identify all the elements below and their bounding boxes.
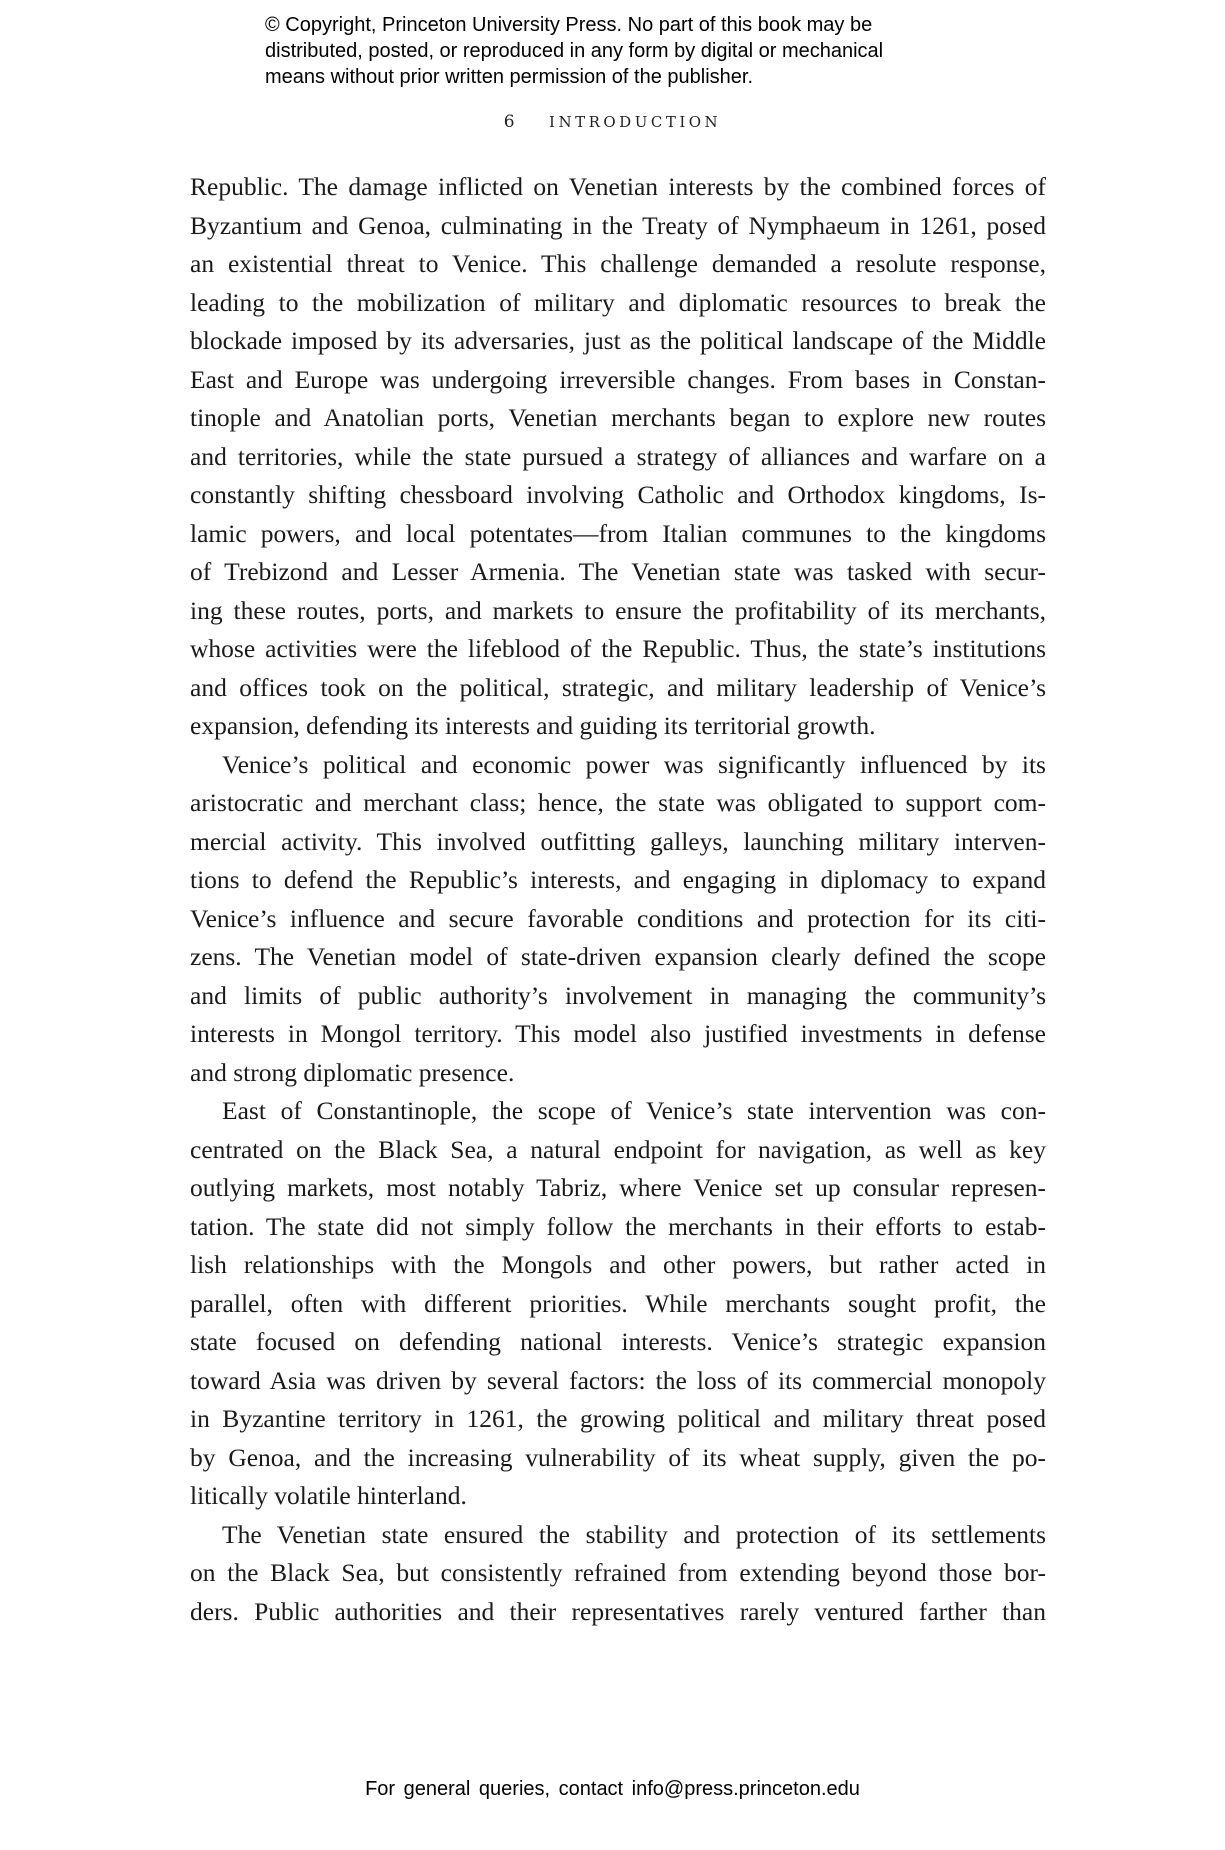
text-line: on the Black Sea, but consistently refrained from extending beyond those bor-: [190, 1558, 1046, 1587]
copyright-line: © Copyright, Princeton University Press. No part of this book may be: [265, 14, 873, 36]
text-line: lamic powers, and local potentates—from Italian communes to the kingdoms: [190, 518, 1046, 548]
copyright-notice: [265, 12, 1025, 90]
text-line: toward Asia was driven by several factors: the loss of its commercial monopoly: [190, 1365, 1046, 1395]
text-line: lish relationships with the Mongols and other powers, but rather acted in: [190, 1250, 1046, 1279]
text-line: blockade imposed by its adversaries, just as the political landscape of the Middle: [190, 326, 1046, 355]
text-line: by Genoa, and the increasing vulnerability of its wheat supply, given the po-: [190, 1442, 1046, 1472]
text-line: an existential threat to Venice. This challenge demanded a resolute response,: [190, 249, 1046, 278]
text-line: Republic. The damage inflicted on Venetian interests by the combined forces of: [190, 172, 1046, 201]
text-line: The Venetian state ensured the stability and protection of its settlements: [222, 1519, 1046, 1549]
text-line: and strong diplomatic presence.: [190, 1057, 515, 1087]
text-line: tions to defend the Republic’s interests, and engaging in diplomacy to expand: [190, 865, 1046, 894]
text-line: East and Europe was undergoing irreversible changes. From bases in Constan-: [190, 364, 1046, 394]
running-head: [0, 112, 1225, 132]
text-line: mercial activity. This involved outfitting galleys, launching military interven-: [190, 826, 1046, 856]
text-line: state focused on defending national interests. Venice’s strategic expansion: [190, 1327, 1046, 1356]
text-line: and limits of public authority’s involvement in managing the community’s: [190, 980, 1046, 1010]
section-title: INTRODUCTION: [549, 113, 722, 131]
text-line: whose activities were the lifeblood of the Republic. Thus, the state’s institutions: [190, 634, 1046, 663]
text-line: Byzantium and Genoa, culminating in the Treaty of Nymphaeum in 1261, posed: [190, 210, 1046, 240]
text-line: expansion, defending its interests and guiding its territorial growth.: [190, 711, 876, 740]
text-line: leading to the mobilization of military and diplomatic resources to break the: [190, 287, 1046, 317]
text-line: interests in Mongol territory. This model also justified investments in defense: [190, 1019, 1046, 1048]
text-line: constantly shifting chessboard involving Catholic and Orthodox kingdoms, Is-: [190, 480, 1046, 509]
text-line: ing these routes, ports, and markets to ensure the profitability of its merchants,: [190, 595, 1046, 625]
text-line: and offices took on the political, strategic, and military leadership of Venice’s: [190, 672, 1046, 702]
footer-contact: For general queries, contact info@press.princeton.edu: [365, 1778, 860, 1800]
text-line: ders. Public authorities and their representatives rarely ventured farther than: [190, 1596, 1046, 1626]
text-line: outlying markets, most notably Tabriz, where Venice set up consular represen-: [190, 1173, 1046, 1202]
text-line: centrated on the Black Sea, a natural endpoint for navigation, as well as key: [190, 1134, 1046, 1164]
text-line: tinople and Anatolian ports, Venetian merchants began to explore new routes: [190, 403, 1046, 432]
text-line: in Byzantine territory in 1261, the growing political and military threat posed: [190, 1404, 1046, 1433]
text-line: Venice’s political and economic power was significantly influenced by its: [222, 749, 1046, 779]
paragraph: [190, 746, 1046, 1093]
body-text: [190, 168, 1046, 1631]
paragraph: [190, 168, 1046, 746]
paragraph: [190, 1516, 1046, 1632]
text-line: and territories, while the state pursued a strategy of alliances and warfare on a: [190, 441, 1046, 471]
copyright-line: distributed, posted, or reproduced in any form by digital or mechanical: [265, 40, 884, 62]
copyright-line: means without prior written permission of the publisher.: [265, 66, 754, 88]
text-line: zens. The Venetian model of state-driven expansion clearly defined the scope: [190, 942, 1046, 971]
text-line: aristocratic and merchant class; hence, the state was obligated to support com-: [190, 788, 1046, 817]
text-line: parallel, often with different priorities. While merchants sought profit, the: [190, 1288, 1046, 1318]
text-line: litically volatile hinterland.: [190, 1481, 467, 1510]
page-number: 6: [503, 112, 515, 132]
paragraph: [190, 1092, 1046, 1516]
text-line: East of Constantinople, the scope of Venice’s state intervention was con-: [222, 1096, 1046, 1125]
text-line: tation. The state did not simply follow the merchants in their efforts to estab-: [190, 1211, 1046, 1241]
text-line: Venice’s influence and secure favorable conditions and protection for its citi-: [190, 903, 1046, 933]
text-line: of Trebizond and Lesser Armenia. The Venetian state was tasked with secur-: [190, 557, 1046, 586]
